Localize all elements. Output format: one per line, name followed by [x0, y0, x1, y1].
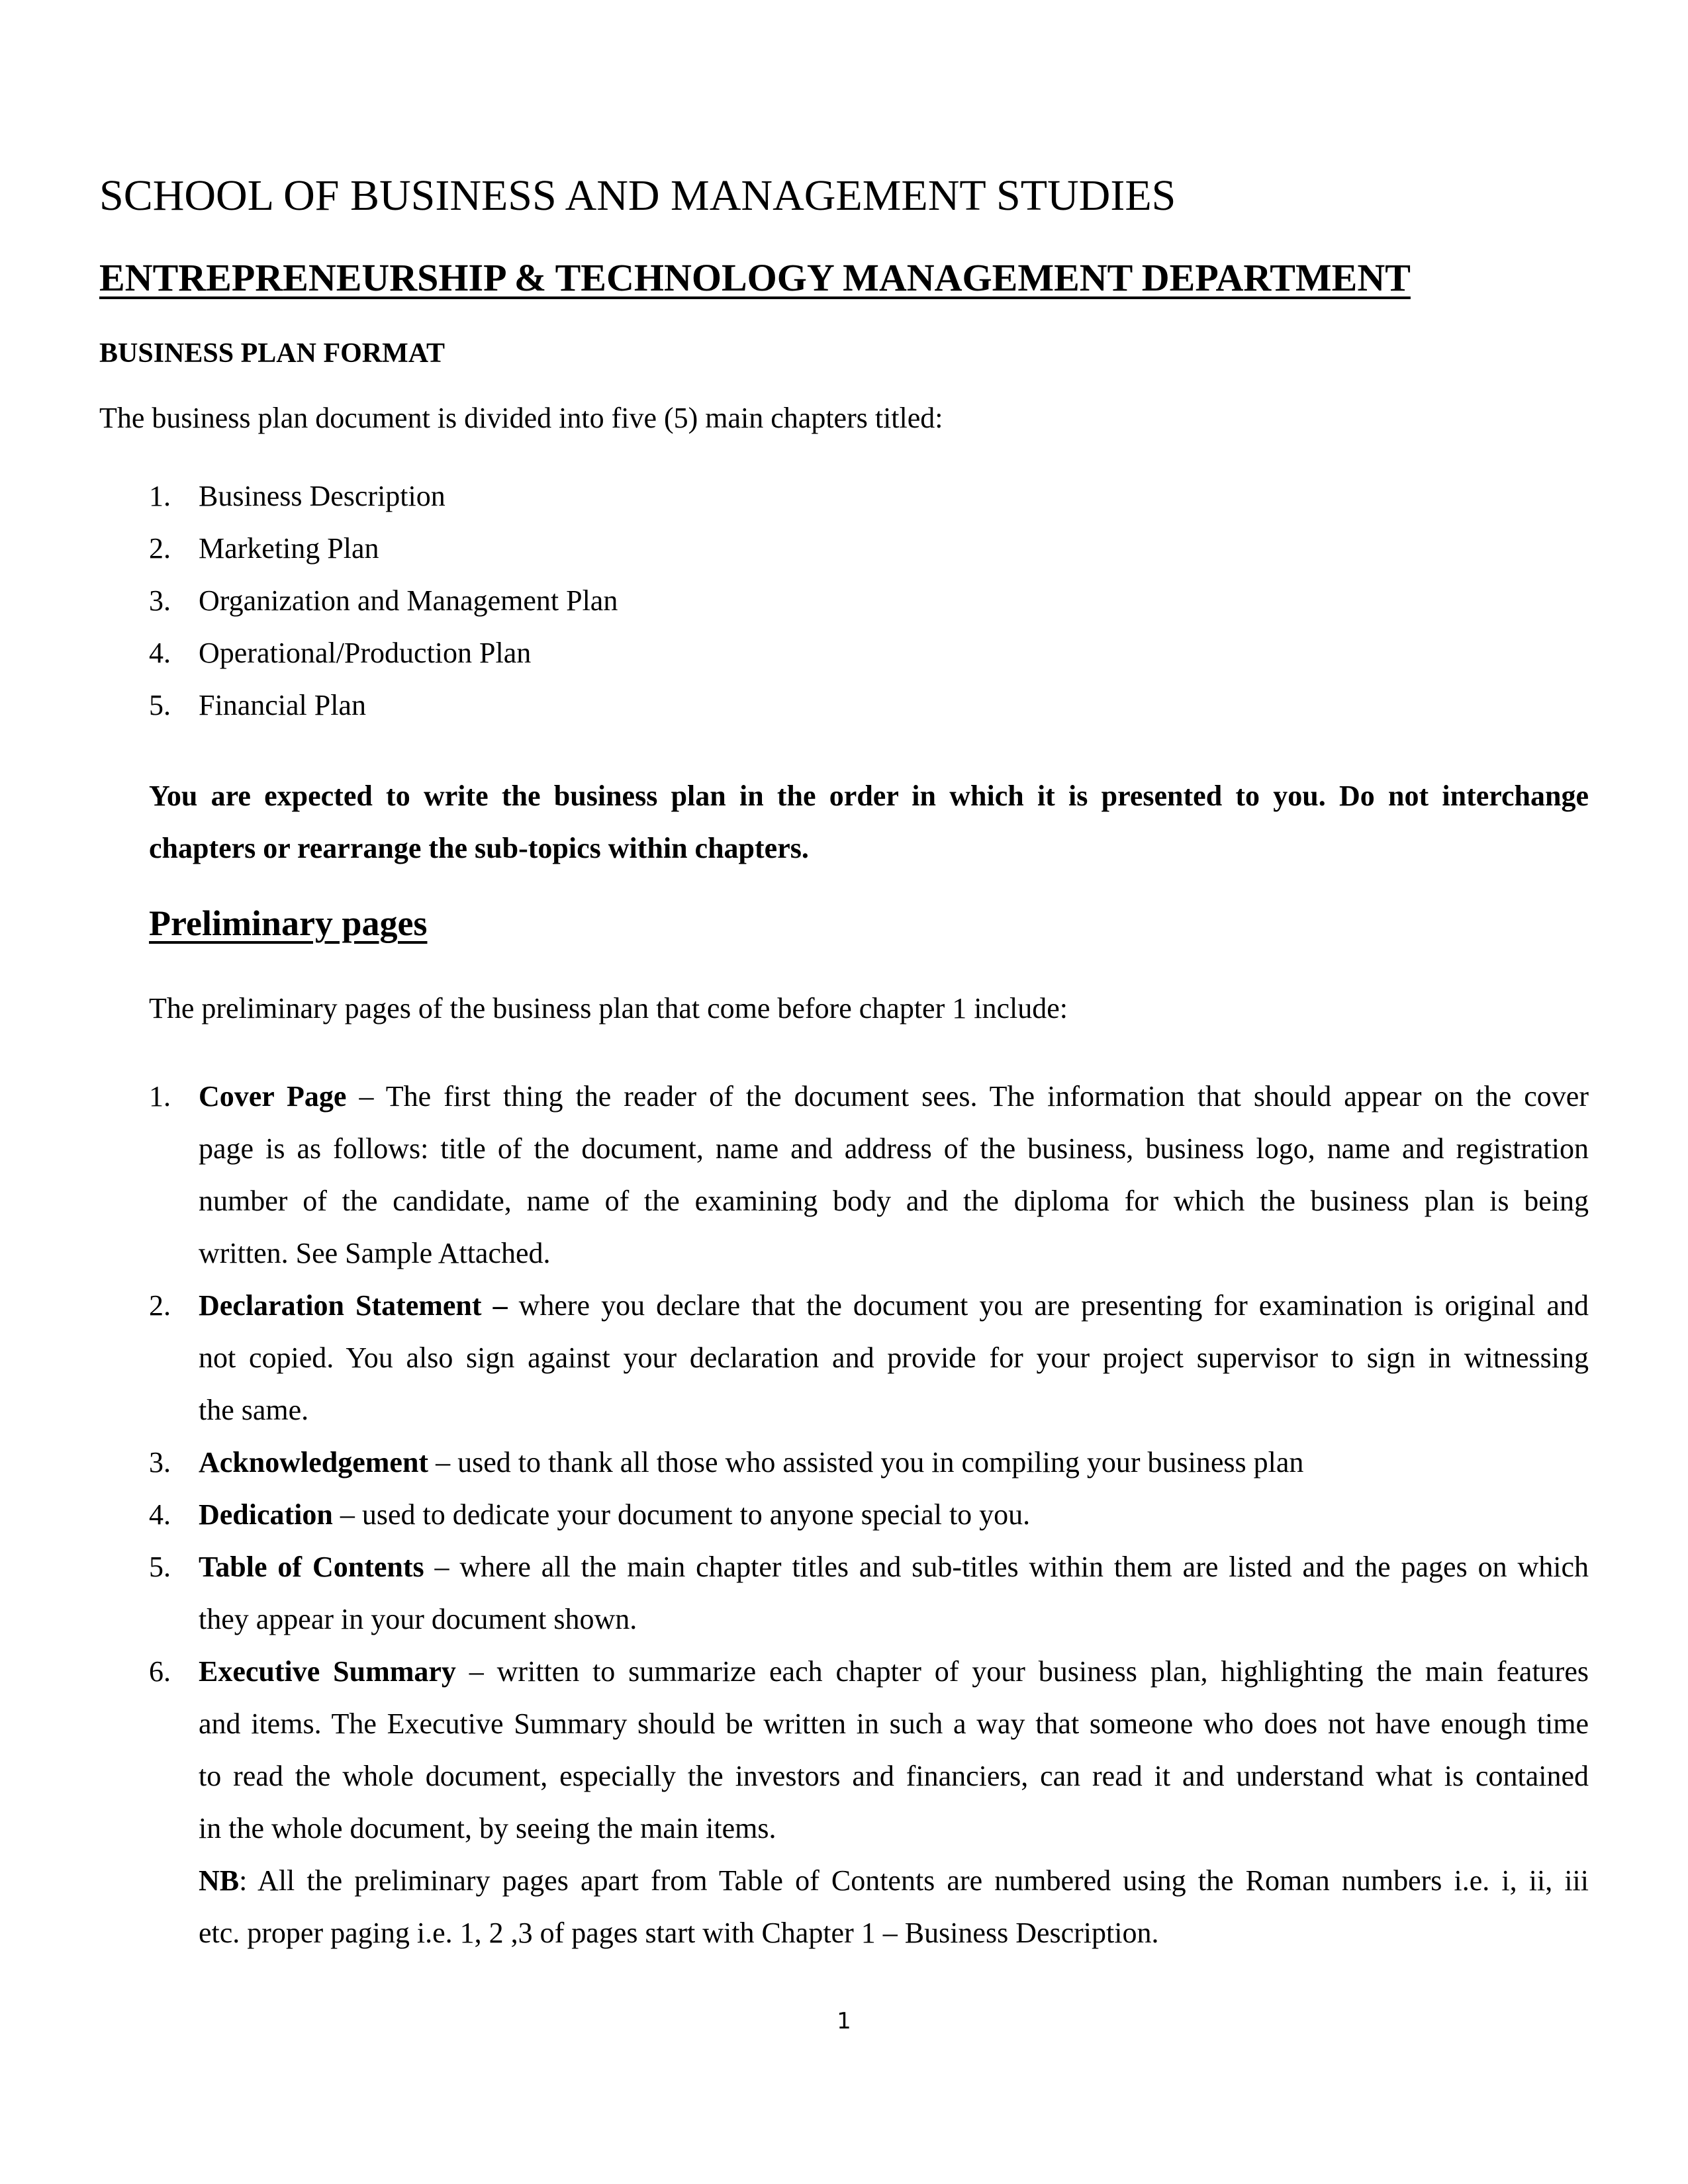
item-term: Dedication [199, 1498, 333, 1531]
list-item [149, 583, 811, 635]
list-number: 2. [149, 1289, 171, 1322]
chapter-title: Business Description [199, 480, 445, 512]
item-text: where you declare that the document you are presenting for examination is original and [507, 1289, 1589, 1322]
note-line-2: etc. proper paging i.e. 1, 2 ,3 of pages start with Chapter 1 – Business Description. [199, 1917, 1159, 1949]
chapter-title: Financial Plan [199, 689, 366, 721]
chapter-title: Operational/Production Plan [199, 637, 532, 669]
item-text: in the whole document, by seeing the main items. [199, 1812, 776, 1844]
item-text: not copied. You also sign against your declaration and provide for your project supervisor to sign in witnessing [199, 1342, 1589, 1374]
list-number: 2. [149, 532, 171, 565]
chapter-title: Organization and Management Plan [199, 584, 618, 617]
preliminary-intro: The preliminary pages of the business plan that come before chapter 1 include: [149, 992, 1068, 1024]
item-text: page is as follows: title of the document, name and address of the business, business logo, name and registration [199, 1132, 1589, 1165]
format-title: BUSINESS PLAN FORMAT [99, 338, 445, 369]
list-number: 5. [149, 689, 171, 721]
list-item [149, 688, 811, 740]
item-text: to read the whole document, especially the investors and financiers, can read it and understand what is contained [199, 1760, 1589, 1792]
list-item [149, 478, 811, 531]
item-text: – where all the main chapter titles and sub-titles within them are listed and the pages on which [424, 1551, 1589, 1583]
item-term: Table of Contents [199, 1551, 424, 1583]
item-text: they appear in your document shown. [199, 1603, 637, 1635]
item-text: written. See Sample Attached. [199, 1237, 551, 1269]
item-text: number of the candidate, name of the examining body and the diploma for which the business plan is being [199, 1185, 1589, 1217]
list-item [149, 635, 811, 688]
item-text: the same. [199, 1394, 309, 1426]
list-number: 6. [149, 1655, 171, 1688]
list-item [149, 1279, 1589, 1436]
list-number: 3. [149, 1446, 171, 1479]
page-number: 1 [837, 2008, 851, 2034]
school-title: SCHOOL OF BUSINESS AND MANAGEMENT STUDIES [99, 171, 1176, 220]
note-text: : All the preliminary pages apart from Table of Contents are numbered using the Roman numbers i.e. i, ii, iii [239, 1864, 1589, 1897]
list-item [149, 1436, 1589, 1488]
item-term: Declaration Statement – [199, 1289, 508, 1322]
list-item [149, 1645, 1589, 1959]
note-line-1 [199, 1854, 1589, 1907]
instruction-line-2: chapters or rearrange the sub-topics within chapters. [149, 832, 809, 864]
list-item [149, 1070, 1589, 1279]
item-term: Cover Page [199, 1080, 347, 1113]
list-number: 4. [149, 1498, 171, 1531]
item-text: – used to thank all those who assisted you in compiling your business plan [428, 1446, 1304, 1479]
list-item [149, 1541, 1589, 1645]
item-text: – written to summarize each chapter of your business plan, highlighting the main features [455, 1655, 1589, 1688]
list-number: 4. [149, 637, 171, 669]
item-term: Acknowledgement [199, 1446, 429, 1479]
chapter-title: Marketing Plan [199, 532, 379, 565]
chapters-intro: The business plan document is divided into five (5) main chapters titled: [99, 402, 943, 434]
list-number: 1. [149, 1080, 171, 1113]
list-item [149, 531, 811, 583]
chapter-list [149, 478, 811, 740]
department-title: ENTREPRENEURSHIP & TECHNOLOGY MANAGEMENT DEPARTMENT [99, 256, 1411, 299]
list-number: 1. [149, 480, 171, 512]
item-text: – The first thing the reader of the document sees. The information that should appear on the cover [346, 1080, 1589, 1113]
preliminary-list [149, 1070, 1589, 1959]
ordering-instruction [149, 770, 1589, 874]
item-term: Executive Summary [199, 1655, 456, 1688]
item-text: and items. The Executive Summary should be written in such a way that someone who does not have enough time [199, 1707, 1589, 1740]
preliminary-heading: Preliminary pages [149, 903, 428, 943]
note-label: NB [199, 1864, 240, 1897]
list-number: 5. [149, 1551, 171, 1583]
instruction-line-1: You are expected to write the business plan in the order in which it is presented to you. Do not interchange [149, 780, 1589, 812]
item-text: – used to dedicate your document to anyone special to you. [332, 1498, 1031, 1531]
list-number: 3. [149, 584, 171, 617]
list-item [149, 1488, 1589, 1541]
